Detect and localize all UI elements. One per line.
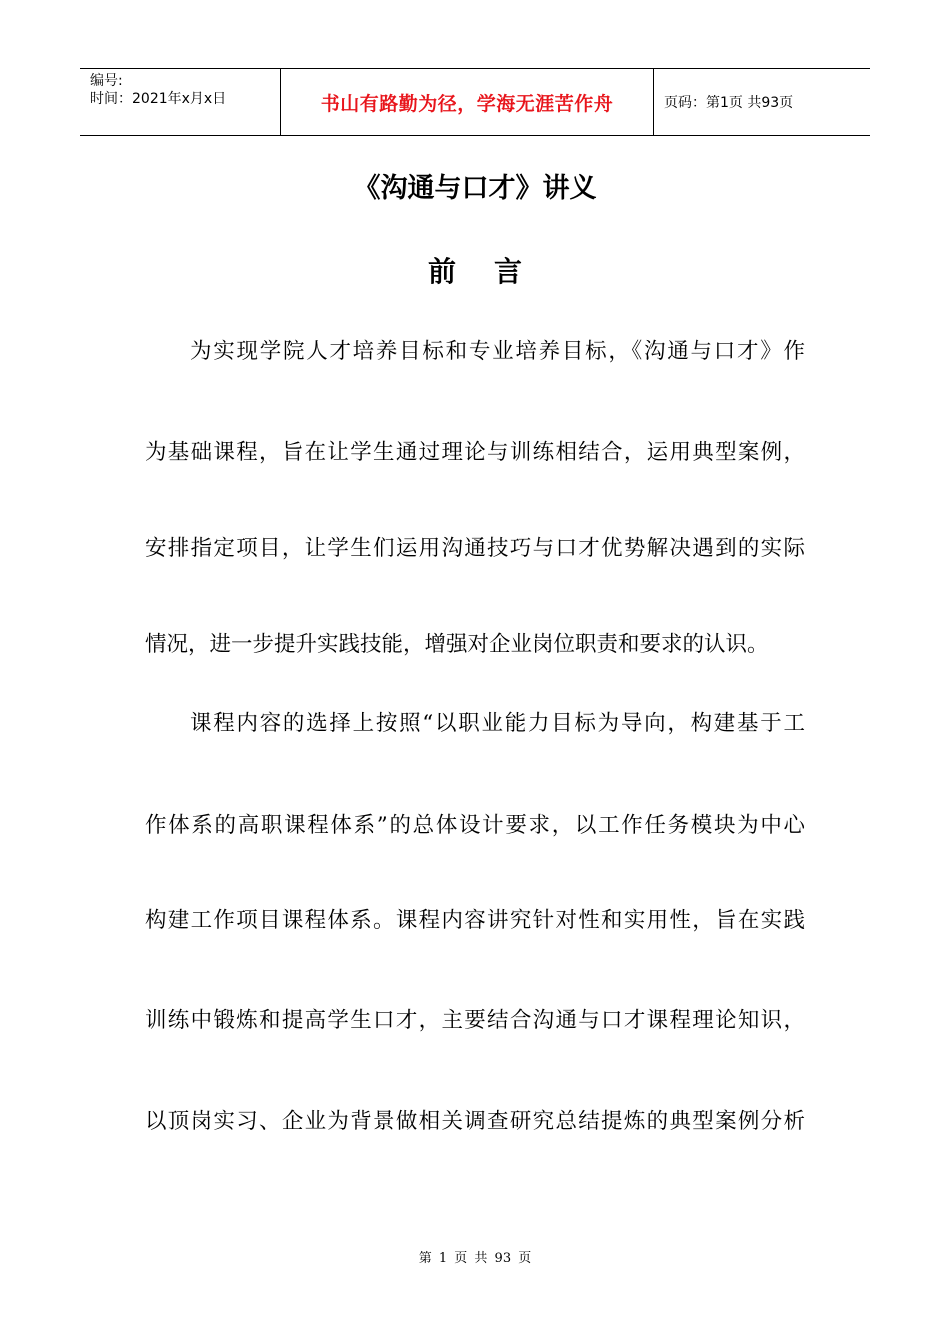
document-title: 《沟通与口才》讲义 [353,173,597,204]
section-title: 前言 [427,255,560,288]
header-motto-cell [281,69,654,135]
body-line: 以顶岗实习、企业为背景做相关调查研究总结提炼的典型案例分析 [145,1109,805,1134]
number-label: 编号: [90,73,123,89]
motto-text: 书山有路勤为径，学海无涯苦作舟 [320,92,614,115]
body-line: 为基础课程，旨在让学生通过理论与训练相结合，运用典型案例， [145,440,805,465]
body-line: 安排指定项目，让学生们运用沟通技巧与口才优势解决遇到的实际 [145,536,805,561]
time-label: 时间：2021年x月x日 [90,91,227,107]
body-line: 作体系的高职课程体系”的总体设计要求，以工作任务模块为中心 [145,813,805,838]
body-line: 情况，进一步提升实践技能，增强对企业岗位职责和要求的认识。 [145,632,769,657]
header-page-cell [654,69,870,135]
document-header [80,68,870,136]
body-line: 课程内容的选择上按照“以职业能力目标为导向，构建基于工 [190,711,805,736]
body-line: 构建工作项目课程体系。课程内容讲究针对性和实用性，旨在实践 [145,908,805,933]
header-meta-cell [80,69,281,135]
body-line: 为实现学院人才培养目标和专业培养目标，《沟通与口才》作 [190,339,805,364]
page-footer: 第 1 页 共 93 页 [418,1251,532,1266]
page-code: 页码：第1页 共93页 [664,95,794,111]
body-line: 训练中锻炼和提高学生口才，主要结合沟通与口才课程理论知识， [145,1008,805,1033]
